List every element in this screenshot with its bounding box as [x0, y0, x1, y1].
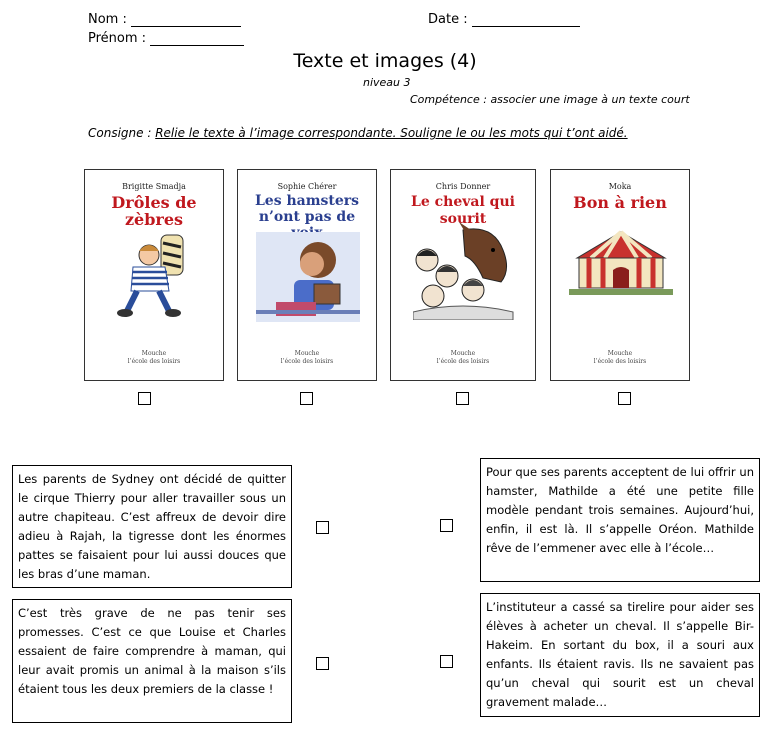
book-author: Chris Donner [435, 182, 491, 191]
book-author: Sophie Chérer [277, 182, 337, 191]
text-checkbox[interactable] [316, 521, 329, 534]
book-checkbox[interactable] [138, 392, 151, 405]
book-publisher: Mouche [294, 350, 320, 357]
boy-zebre-illustration-icon [103, 225, 207, 320]
book-title: Bon à rien [573, 193, 667, 212]
text-checkbox[interactable] [440, 519, 453, 532]
text-box-hamster: Pour que ses parents acceptent de lui offrir un hamster, Mathilde a été une petite fille modèle pendant trois semaines. Aujourd’hui, enfin, il est là. Il s’appelle Oréon. Mathilde rêve de l’emmener avec elle à l’école… [480, 458, 760, 582]
nom-line[interactable] [131, 12, 241, 27]
book-publisher: Mouche [141, 350, 167, 357]
nom-label: Nom : [88, 12, 127, 27]
consigne-text: Relie le texte à l’image correspondante. Souligne le ou les mots qui t’ont aidé. [155, 126, 628, 140]
book-cover-bon-a-rien [550, 169, 690, 381]
competence-label: Compétence : associer une image à un texte court [410, 93, 690, 106]
book-collection: l’école des loisirs [593, 358, 647, 365]
text-box-sydney: Les parents de Sydney ont décidé de quitter le cirque Thierry pour aller travailler sous un autre chapiteau. C’est affreux de devoir dire adieu à Rajah, la tigresse dont les énormes pattes se faisaient pour lui aussi douces que les bras d’une maman. [12, 465, 292, 588]
prenom-label: Prénom : [88, 31, 147, 46]
text-box-promesses: C’est très grave de ne pas tenir ses promesses. C’est ce que Louise et Charles essaient de faire comprendre à maman, qui leur avait promis un animal à la maison s’ils étaient tous les deux premiers de la classe ! [12, 599, 292, 723]
text-checkbox[interactable] [440, 655, 453, 668]
text-box-cheval: L’instituteur a cassé sa tirelire pour aider ses élèves à acheter un cheval. Il s’appelle Bir-Hakeim. En sortant du box, il a souri aux enfants. Ils étaient ravis. Ils ne savaient pas qu’un cheval qui sourit est un cheval gravement malade… [480, 593, 760, 717]
book-publisher: Mouche [450, 350, 476, 357]
page-title: Texte et images (4) [293, 50, 477, 72]
book-checkbox[interactable] [618, 392, 631, 405]
book-author: Brigitte Smadja [122, 182, 186, 191]
nom-field [88, 12, 241, 27]
date-line[interactable] [472, 12, 580, 27]
horse-children-illustration-icon [413, 220, 517, 320]
book-title: Drôles de zèbres [111, 193, 197, 229]
book-cover-hamsters [237, 169, 377, 381]
niveau-label: niveau 3 [363, 76, 411, 89]
book-title: Les hamsters n’ont pas de [254, 193, 360, 225]
consigne-label: Consigne : [88, 126, 152, 140]
book-collection: l’école des loisirs [280, 358, 334, 365]
text-checkbox[interactable] [316, 657, 329, 670]
book-collection: l’école des loisirs [127, 358, 181, 365]
book-cover-cheval-qui-sourit [390, 169, 536, 381]
date-field [428, 12, 580, 27]
prenom-field [88, 31, 244, 46]
circus-tent-illustration-icon [565, 228, 677, 298]
book-checkbox[interactable] [456, 392, 469, 405]
book-collection: l’école des loisirs [436, 358, 490, 365]
girl-hamster-illustration-icon [256, 232, 360, 322]
consigne [88, 126, 628, 140]
book-cover-droles-de-zebres [84, 169, 224, 381]
book-author: Moka [608, 182, 632, 191]
prenom-line[interactable] [150, 31, 244, 46]
book-publisher: Mouche [607, 350, 633, 357]
date-label: Date : [428, 12, 468, 27]
book-title: Le cheval qui sourit [411, 194, 515, 227]
book-checkbox[interactable] [300, 392, 313, 405]
